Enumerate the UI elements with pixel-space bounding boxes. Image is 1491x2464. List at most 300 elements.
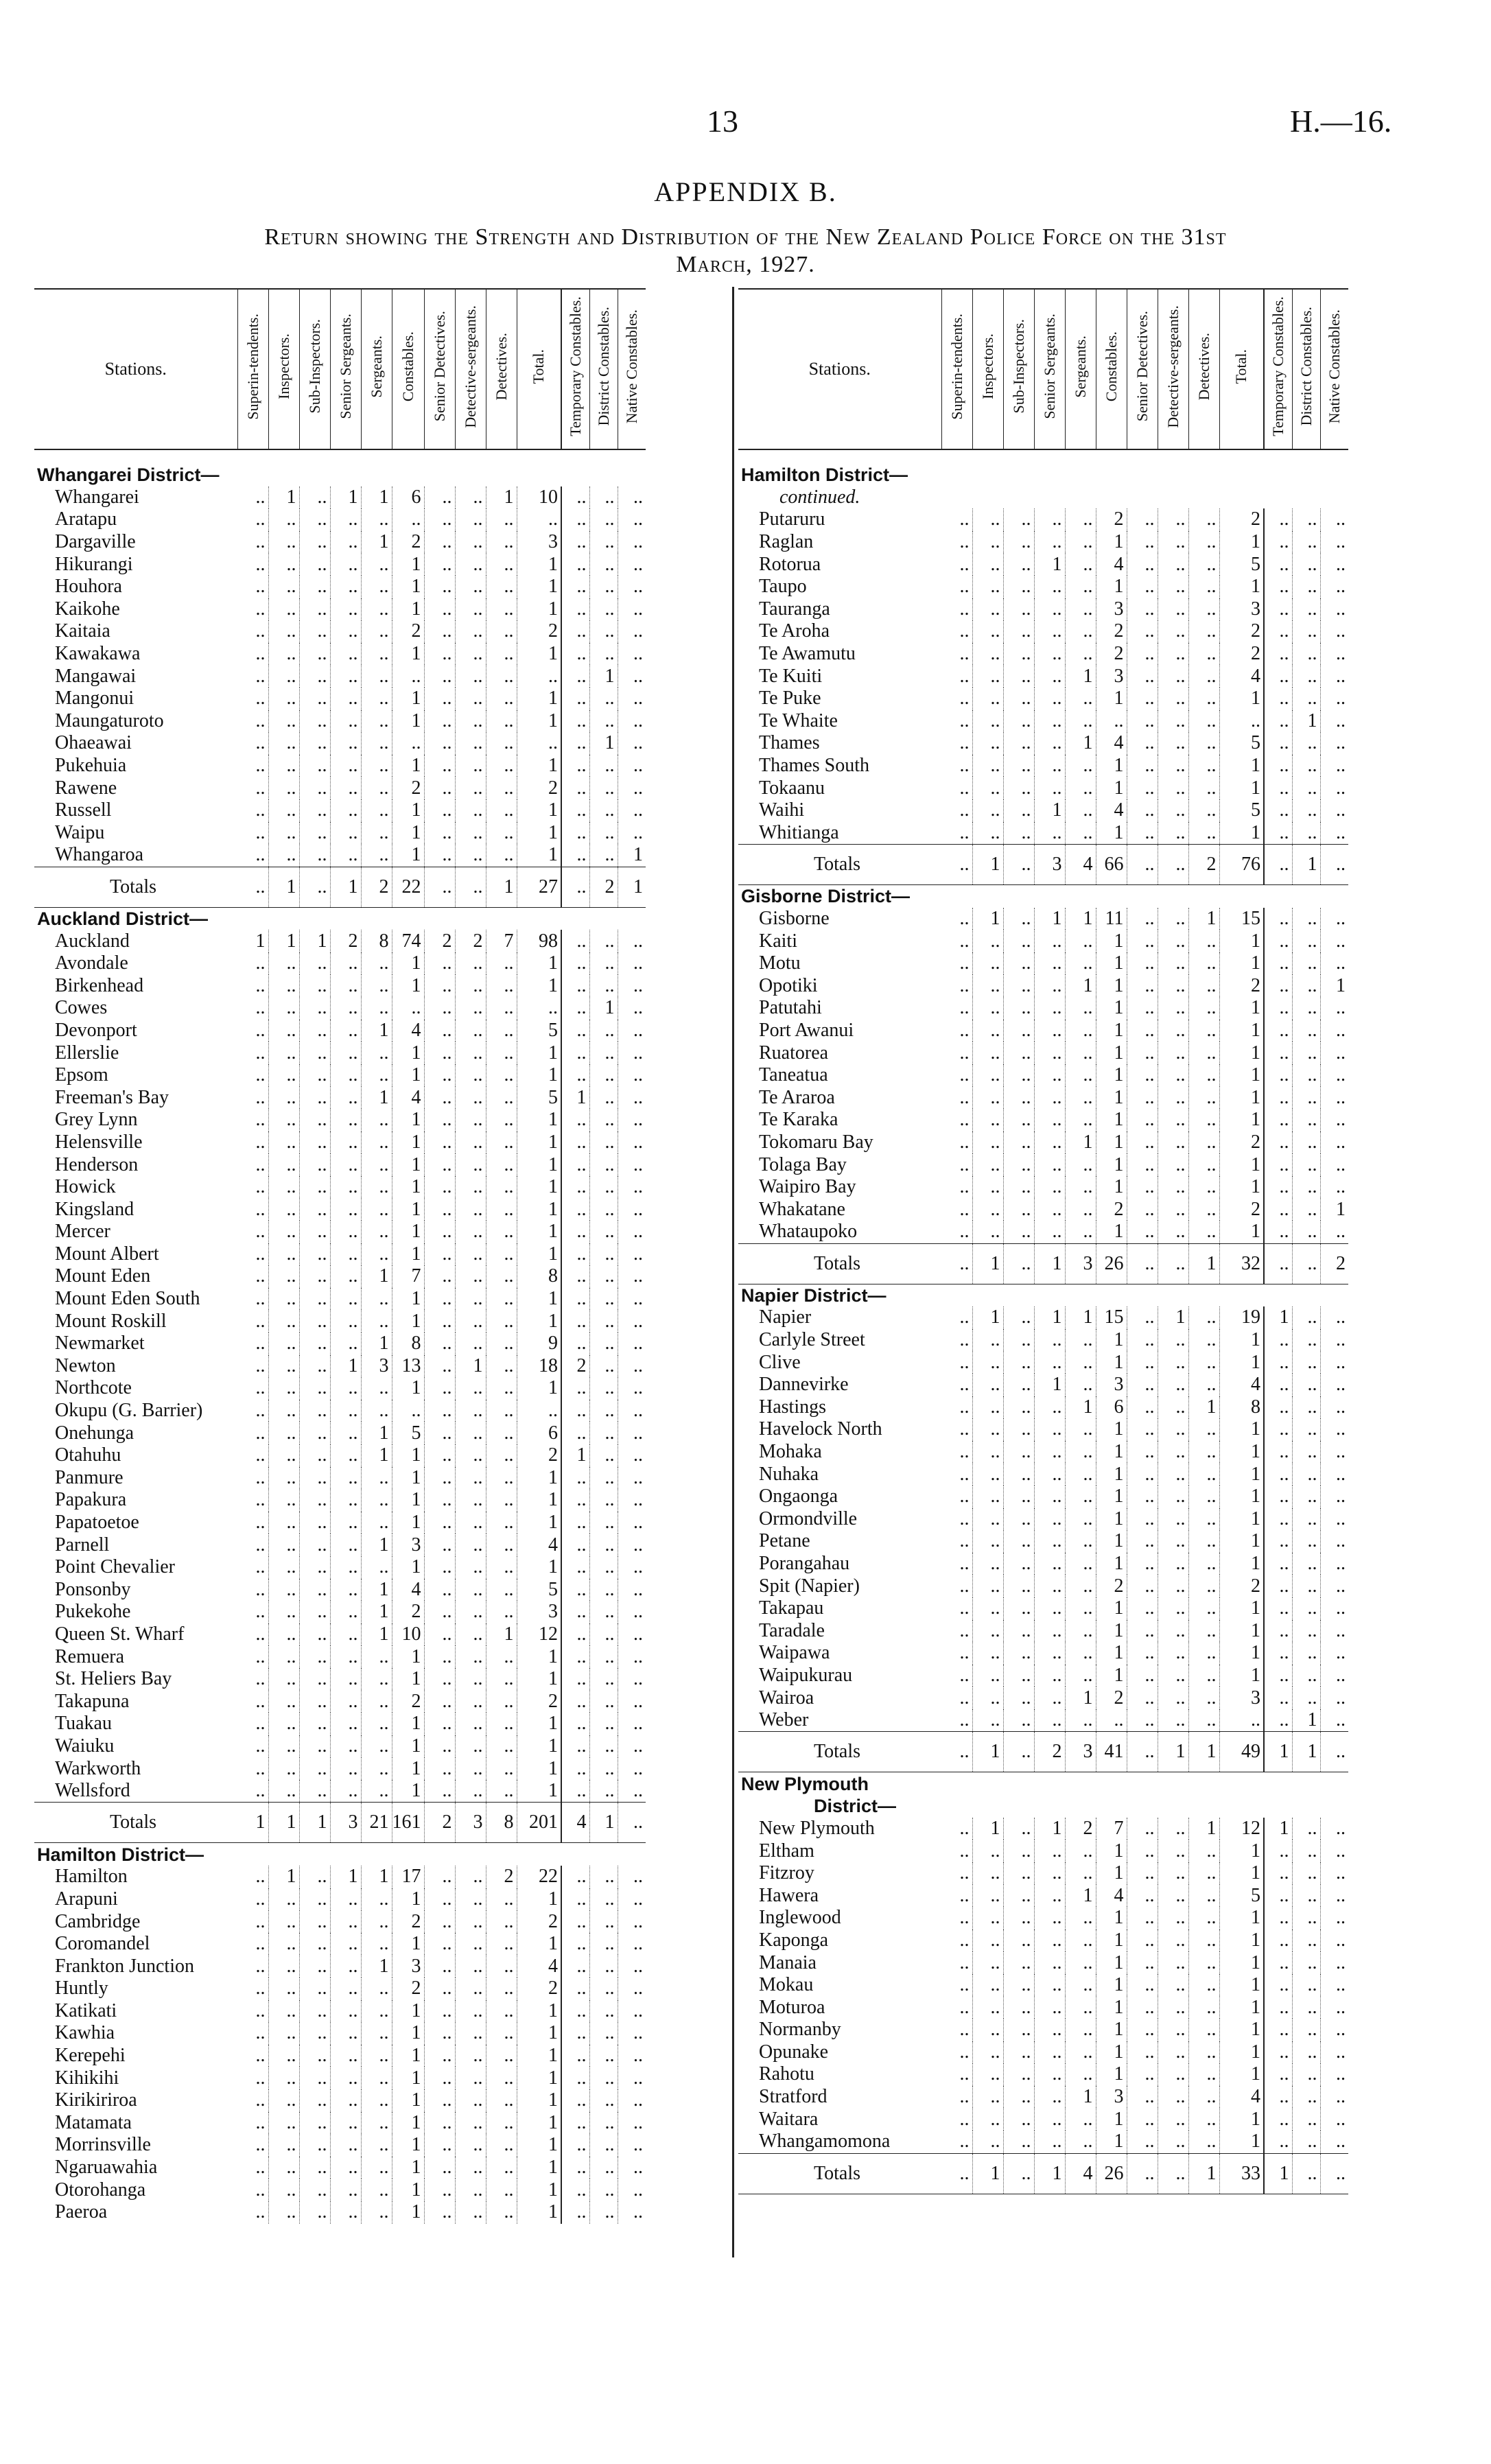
count-cell: ..: [972, 1441, 1003, 1464]
count-cell: 1: [517, 643, 561, 666]
count-cell: 1: [517, 553, 561, 576]
count-cell: ..: [633, 997, 643, 1019]
count-cell: ..: [1003, 1818, 1034, 1840]
count-cell: 1: [392, 1467, 424, 1490]
count-cell: ..: [361, 2000, 392, 2023]
count-cell: ..: [1188, 997, 1219, 1020]
count-cell: ..: [1127, 908, 1158, 930]
count-cell: 1: [517, 1489, 561, 1512]
count-cell: ..: [941, 1418, 972, 1441]
count-cell: ..: [424, 997, 455, 1020]
count-cell: ..: [486, 2157, 517, 2179]
count-cell: 1: [392, 1444, 424, 1467]
count-cell: ..: [1158, 1687, 1188, 1709]
station-name-text: Mangonui: [55, 688, 134, 709]
count-cell: ..: [941, 1042, 972, 1064]
station-row: [34, 1131, 646, 1154]
station-name: [738, 1109, 941, 1131]
station-name-text: Rawene: [55, 777, 117, 799]
count-cell: ..: [972, 2063, 1003, 2086]
station-row: [738, 2108, 1348, 2131]
count-cell: ..: [633, 1933, 643, 1955]
count-cell: ..: [237, 1645, 268, 1668]
count-cell: ..: [1003, 1530, 1034, 1553]
station-row: [34, 1042, 646, 1064]
count-cell: ..: [1096, 1709, 1127, 1732]
count-cell: ..: [941, 1818, 972, 1840]
count-cell: ..: [972, 1221, 1003, 1243]
count-cell: 2: [517, 1910, 561, 1933]
station-row: [738, 598, 1348, 621]
count-cell: ..: [268, 1645, 299, 1668]
station-row: [34, 997, 646, 1020]
count-cell: ..: [941, 1884, 972, 1907]
count-cell: ..: [486, 598, 517, 621]
count-cell: ..: [941, 1665, 972, 1687]
count-cell: ..: [299, 1978, 330, 2000]
count-cell: ..: [1034, 1463, 1065, 1486]
count-cell: ..: [1158, 1665, 1188, 1687]
count-cell: ..: [455, 867, 486, 907]
count-cell: ..: [1264, 1665, 1292, 1687]
right-police-table: [738, 288, 1348, 2194]
count-cell: ..: [361, 508, 392, 531]
count-cell: ..: [1127, 1665, 1158, 1687]
count-cell: ..: [1127, 1597, 1158, 1620]
count-cell: ..: [1264, 1951, 1292, 1974]
count-cell: ..: [424, 1377, 455, 1400]
count-cell: ..: [1003, 1396, 1034, 1419]
station-name: [738, 822, 941, 845]
count-cell: ..: [361, 974, 392, 997]
count-cell: 2: [1065, 1818, 1096, 1840]
station-name: [34, 1512, 237, 1534]
station-name: [34, 822, 237, 845]
station-name-text: Motu: [759, 952, 801, 974]
count-cell: ..: [268, 1623, 299, 1646]
count-cell: ..: [1127, 620, 1158, 643]
count-cell: ..: [361, 997, 392, 1020]
station-name: [738, 1884, 941, 1907]
count-cell: ..: [361, 1198, 392, 1221]
station-row: [34, 755, 646, 777]
count-cell: ..: [561, 665, 589, 688]
count-cell: ..: [1158, 1198, 1188, 1221]
count-cell: 1: [1065, 665, 1096, 688]
count-cell: ..: [1065, 1575, 1096, 1597]
count-cell: 1: [392, 1888, 424, 1911]
count-cell: 98: [517, 930, 561, 952]
count-cell: ..: [1292, 1153, 1320, 1176]
count-cell: ..: [1003, 997, 1034, 1020]
count-cell: ..: [561, 1866, 589, 1888]
count-cell: ..: [561, 1109, 589, 1131]
station-row: [34, 598, 646, 621]
count-cell: ..: [299, 1444, 330, 1467]
count-cell: ..: [1158, 952, 1188, 975]
station-row: [34, 1534, 646, 1556]
count-cell: ..: [237, 1735, 268, 1758]
count-cell: 1: [1219, 952, 1264, 975]
count-cell: 74: [392, 930, 424, 952]
count-cell: ..: [1158, 2086, 1188, 2109]
count-cell: ..: [1264, 1996, 1292, 2019]
count-cell: ..: [561, 486, 589, 509]
station-row: [34, 822, 646, 845]
count-cell: ..: [330, 553, 361, 576]
count-cell: ..: [633, 553, 643, 575]
count-cell: ..: [561, 755, 589, 777]
count-cell: ..: [633, 1668, 643, 1690]
count-cell: ..: [330, 1288, 361, 1311]
count-cell: ..: [330, 598, 361, 621]
count-cell: ..: [455, 1109, 486, 1131]
count-cell: 22: [392, 867, 424, 907]
count-cell: ..: [1065, 1974, 1096, 1997]
count-cell: 2: [1219, 1198, 1264, 1221]
count-cell: 1: [455, 1355, 486, 1378]
count-cell: ..: [1188, 1929, 1219, 1952]
count-cell: ..: [941, 1374, 972, 1396]
count-cell: ..: [330, 1735, 361, 1758]
station-row: [34, 1400, 646, 1422]
count-cell: ..: [486, 799, 517, 822]
station-name: [34, 1444, 237, 1467]
station-name-text: Taneatua: [759, 1064, 828, 1086]
station-name-text: Frankton Junction: [55, 1955, 194, 1977]
count-cell: ..: [455, 1623, 486, 1646]
count-cell: ..: [268, 1735, 299, 1758]
count-cell: ..: [1158, 1840, 1188, 1862]
count-cell: ..: [330, 1400, 361, 1422]
count-cell: ..: [941, 2153, 972, 2194]
count-cell: ..: [972, 553, 1003, 576]
count-cell: ..: [1336, 1840, 1346, 1862]
count-cell: ..: [299, 710, 330, 733]
count-cell: 1: [392, 1489, 424, 1512]
station-name-text: Kawakawa: [55, 643, 141, 665]
left-table-body: [34, 449, 646, 2224]
count-cell: ..: [589, 2179, 618, 2201]
count-cell: ..: [1003, 1508, 1034, 1531]
count-cell: ..: [1158, 1818, 1188, 1840]
count-cell: ..: [1264, 2063, 1292, 2086]
count-cell: ..: [299, 1780, 330, 1803]
station-row: [34, 952, 646, 975]
count-cell: ..: [561, 1645, 589, 1668]
station-name: [738, 665, 941, 688]
count-cell: ..: [237, 1601, 268, 1623]
station-name: [34, 710, 237, 733]
count-cell: ..: [1003, 1840, 1034, 1862]
station-row: [34, 2089, 646, 2112]
count-cell: 1: [1292, 1732, 1320, 1772]
station-name-text: Mercer: [55, 1221, 110, 1243]
count-cell: 1: [392, 1713, 424, 1735]
station-name-text: Katikati: [55, 1999, 117, 2021]
count-cell: ..: [455, 822, 486, 845]
count-cell: ..: [237, 1690, 268, 1713]
count-cell: 15: [1096, 1306, 1127, 1329]
count-cell: ..: [1292, 576, 1320, 598]
count-cell: ..: [941, 1086, 972, 1109]
count-cell: ..: [589, 1978, 618, 2000]
count-cell: ..: [237, 974, 268, 997]
count-cell: ..: [299, 2067, 330, 2089]
count-cell: ..: [1336, 1553, 1346, 1575]
count-cell: 1: [1096, 2108, 1127, 2131]
station-name: [34, 1288, 237, 1311]
count-cell: ..: [424, 867, 455, 907]
count-cell: 1: [1034, 2153, 1065, 2194]
count-cell: ..: [361, 1288, 392, 1311]
count-cell: ..: [237, 777, 268, 799]
station-name: [34, 997, 237, 1020]
station-name-text: Otahuhu: [55, 1444, 121, 1466]
count-cell: ..: [330, 755, 361, 777]
count-cell: ..: [972, 1153, 1003, 1176]
count-cell: ..: [299, 1690, 330, 1713]
count-cell: ..: [237, 2179, 268, 2201]
count-cell: ..: [1292, 1929, 1320, 1952]
count-cell: ..: [237, 553, 268, 576]
station-name: [34, 1310, 237, 1333]
count-cell: ..: [486, 1888, 517, 1911]
count-cell: 3: [517, 531, 561, 554]
count-cell: 1: [1219, 1929, 1264, 1952]
count-cell: ..: [361, 1042, 392, 1064]
count-cell: 1: [517, 799, 561, 822]
count-cell: 1: [517, 1780, 561, 1803]
count-cell: 1: [1096, 1620, 1127, 1643]
count-cell: ..: [561, 844, 589, 867]
count-cell: ..: [1292, 1463, 1320, 1486]
count-cell: ..: [1188, 1020, 1219, 1042]
count-cell: 2: [392, 531, 424, 554]
count-cell: ..: [1264, 997, 1292, 1020]
count-cell: ..: [941, 930, 972, 952]
count-cell: ..: [455, 1333, 486, 1355]
station-name: [738, 1020, 941, 1042]
count-cell: 1: [361, 1265, 392, 1288]
count-cell: ..: [1336, 1907, 1346, 1929]
station-name-text: Moturoa: [759, 1996, 825, 2018]
count-cell: ..: [268, 1910, 299, 1933]
count-cell: 1: [361, 1422, 392, 1444]
count-cell: ..: [1127, 1818, 1158, 1840]
station-row: [34, 1467, 646, 1490]
count-cell: ..: [1065, 1329, 1096, 1352]
count-cell: 1: [392, 844, 424, 867]
count-cell: 1: [1096, 1996, 1127, 2019]
count-cell: ..: [1065, 1840, 1096, 1862]
count-cell: ..: [1264, 2041, 1292, 2064]
count-cell: ..: [1292, 952, 1320, 975]
station-row: [738, 1176, 1348, 1199]
count-cell: ..: [1264, 1575, 1292, 1597]
count-cell: ..: [486, 1780, 517, 1803]
count-cell: ..: [1264, 1153, 1292, 1176]
count-cell: 18: [517, 1355, 561, 1378]
count-cell: 41: [1096, 1732, 1127, 1772]
count-cell: ..: [1336, 1064, 1346, 1086]
count-cell: ..: [561, 1933, 589, 1956]
count-cell: ..: [633, 2157, 643, 2179]
count-cell: 1: [1219, 2131, 1264, 2153]
count-cell: ..: [1127, 1153, 1158, 1176]
station-name-text: Thames South: [759, 755, 869, 777]
count-cell: ..: [330, 1042, 361, 1064]
count-cell: ..: [299, 1866, 330, 1888]
station-row: [738, 952, 1348, 975]
count-cell: ..: [424, 1556, 455, 1579]
count-cell: 1: [330, 486, 361, 509]
count-cell: 1: [517, 2067, 561, 2089]
count-cell: ..: [972, 732, 1003, 755]
count-cell: ..: [424, 1978, 455, 2000]
count-cell: ..: [1065, 1996, 1096, 2019]
count-cell: 1: [1096, 576, 1127, 598]
count-cell: ..: [1158, 997, 1188, 1020]
count-cell: ..: [633, 1466, 643, 1488]
count-cell: ..: [1292, 2041, 1320, 2064]
col-header-detectives: Detectives.: [486, 289, 517, 449]
station-row: [34, 844, 646, 867]
count-cell: ..: [1292, 1329, 1320, 1352]
count-cell: ..: [1127, 1929, 1158, 1952]
count-cell: ..: [361, 732, 392, 755]
station-row: [34, 710, 646, 733]
count-cell: ..: [299, 1310, 330, 1333]
station-name-text: Opunake: [759, 2041, 829, 2063]
count-cell: ..: [589, 1221, 618, 1243]
count-cell: ..: [330, 1910, 361, 1933]
count-cell: ..: [561, 1489, 589, 1512]
station-name-text: Wairoa: [759, 1687, 814, 1709]
count-cell: ..: [1034, 1840, 1065, 1862]
count-cell: ..: [486, 1153, 517, 1176]
count-cell: ..: [486, 2067, 517, 2089]
count-cell: ..: [561, 1668, 589, 1691]
count-cell: ..: [1292, 1418, 1320, 1441]
count-cell: ..: [392, 997, 424, 1020]
count-cell: ..: [361, 1556, 392, 1579]
count-cell: ..: [633, 1153, 643, 1175]
count-cell: ..: [455, 643, 486, 666]
count-cell: ..: [561, 1579, 589, 1601]
station-name: [738, 952, 941, 975]
count-cell: 2: [392, 620, 424, 643]
count-cell: ..: [455, 974, 486, 997]
station-name: [738, 997, 941, 1020]
count-cell: ..: [633, 1757, 643, 1779]
count-cell: ..: [633, 1910, 643, 1932]
col-header-sub-inspectors: Sub-Inspectors.: [299, 289, 330, 449]
count-cell: ..: [330, 1623, 361, 1646]
station-name-text: Pukehuia: [55, 755, 127, 777]
station-row: [738, 799, 1348, 822]
station-name-text: Huntly: [55, 1978, 108, 1999]
count-cell: ..: [486, 576, 517, 598]
count-cell: ..: [1158, 1131, 1188, 1154]
station-name: [738, 531, 941, 554]
station-name: [738, 508, 941, 531]
count-cell: ..: [633, 1086, 643, 1108]
count-cell: ..: [1292, 1907, 1320, 1929]
count-cell: ..: [1158, 2041, 1188, 2064]
count-cell: 1: [392, 1153, 424, 1176]
count-cell: ..: [299, 1333, 330, 1355]
count-cell: ..: [589, 2000, 618, 2023]
count-cell: ..: [1127, 755, 1158, 777]
count-cell: ..: [633, 1601, 643, 1623]
count-cell: ..: [424, 1198, 455, 1221]
count-cell: ..: [361, 1978, 392, 2000]
count-cell: ..: [237, 531, 268, 554]
station-name-text: Normanby: [759, 2019, 841, 2041]
station-name: [738, 1974, 941, 1997]
col-header-native-constables: Native Constables.: [618, 289, 646, 449]
count-cell: ..: [633, 952, 643, 974]
count-cell: ..: [1003, 1441, 1034, 1464]
count-cell: ..: [1188, 710, 1219, 733]
count-cell: 1: [1096, 2041, 1127, 2064]
totals-label-text: Totals: [110, 876, 157, 897]
totals-row: [738, 845, 1348, 885]
count-cell: ..: [589, 755, 618, 777]
count-cell: 1: [1096, 688, 1127, 710]
count-cell: ..: [1127, 1064, 1158, 1087]
count-cell: ..: [330, 576, 361, 598]
col-header-inspectors: Inspectors.: [972, 289, 1003, 449]
count-cell: ..: [455, 777, 486, 799]
count-cell: ..: [455, 1467, 486, 1490]
count-cell: ..: [1336, 1306, 1346, 1328]
station-row: [738, 1020, 1348, 1042]
heading-line-2: March, 1927.: [676, 252, 815, 277]
station-row: [738, 1306, 1348, 1329]
count-cell: ..: [486, 665, 517, 688]
count-cell: ..: [1219, 1709, 1264, 1732]
count-cell: ..: [1158, 665, 1188, 688]
count-cell: 1: [589, 997, 618, 1020]
count-cell: 1: [517, 1512, 561, 1534]
count-cell: ..: [361, 2112, 392, 2135]
count-cell: 2: [1096, 1198, 1127, 1221]
count-cell: ..: [424, 974, 455, 997]
count-cell: ..: [392, 508, 424, 531]
count-cell: ..: [424, 1534, 455, 1556]
count-cell: ..: [361, 1467, 392, 1490]
count-cell: ..: [299, 1735, 330, 1758]
count-cell: ..: [1065, 1642, 1096, 1665]
station-name-text: Whangamomona: [759, 2131, 891, 2152]
count-cell: ..: [1292, 1530, 1320, 1553]
count-cell: ..: [589, 710, 618, 733]
count-cell: ..: [1034, 1884, 1065, 1907]
count-cell: ..: [424, 1333, 455, 1355]
count-cell: 3: [1096, 2086, 1127, 2109]
count-cell: ..: [424, 576, 455, 598]
count-cell: ..: [972, 930, 1003, 952]
station-name: [34, 688, 237, 710]
station-name: [34, 486, 237, 509]
count-cell: ..: [237, 1176, 268, 1199]
count-cell: ..: [299, 1757, 330, 1780]
station-row: [34, 1735, 646, 1758]
count-cell: ..: [633, 2201, 643, 2223]
count-cell: ..: [1188, 2131, 1219, 2153]
